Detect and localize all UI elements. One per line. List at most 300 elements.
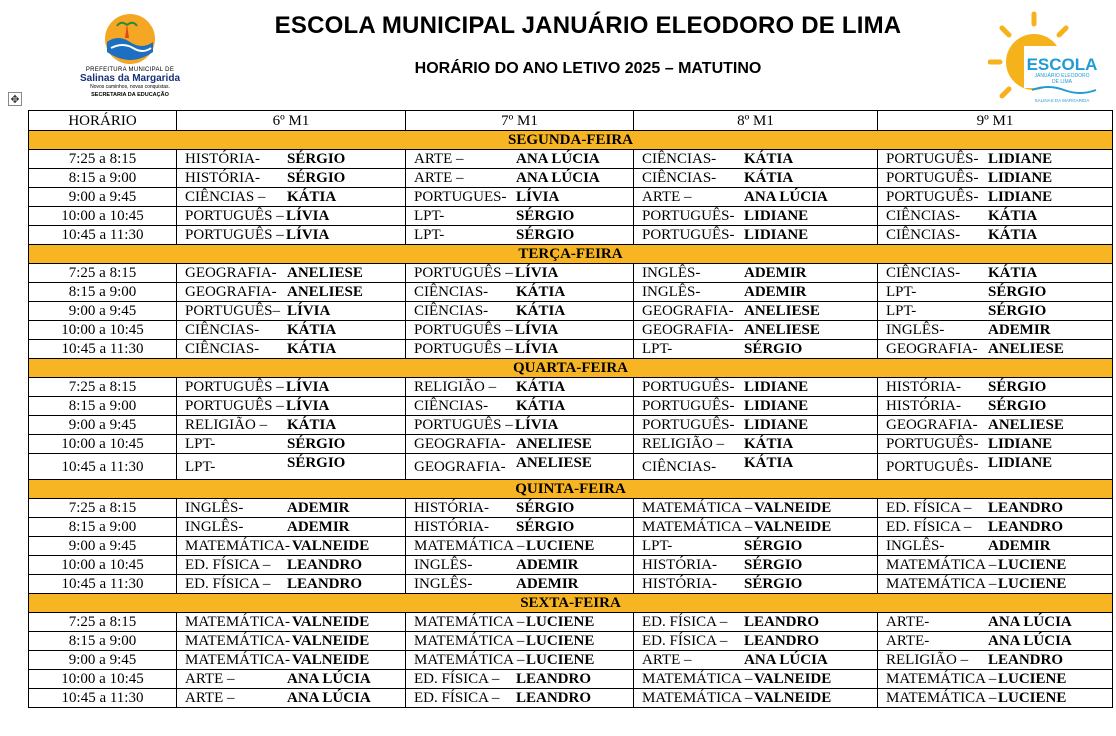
teacher: LEANDRO <box>988 519 1064 535</box>
class-cell <box>177 188 406 207</box>
class-cell <box>878 416 1113 435</box>
table-row <box>29 416 1113 435</box>
subject: PORTUGUÊS – <box>414 341 513 357</box>
subject: ED. FÍSICA – <box>642 633 728 649</box>
school-logo <box>988 10 1106 108</box>
time-slot: 10:00 a 10:45 <box>29 321 177 340</box>
class-cell <box>634 435 878 454</box>
teacher: ADEMIR <box>988 538 1051 554</box>
subject: MATEMÁTICA – <box>414 614 525 630</box>
subject: CIÊNCIAS- <box>414 284 489 300</box>
teacher: KÁTIA <box>744 436 794 452</box>
subject: ARTE – <box>642 652 692 668</box>
subject: CIÊNCIAS- <box>642 170 717 186</box>
class-cell <box>177 575 406 594</box>
header-row <box>29 111 1113 131</box>
class-cell <box>634 150 878 169</box>
table-row <box>29 499 1113 518</box>
class-cell <box>878 169 1113 188</box>
teacher: SÉRGIO <box>287 170 346 186</box>
subject: INGLÊS- <box>886 538 945 554</box>
subject: ED. FÍSICA – <box>886 519 972 535</box>
table-row <box>29 613 1113 632</box>
subject: ARTE – <box>185 690 235 706</box>
class-cell <box>634 169 878 188</box>
table-row <box>29 378 1113 397</box>
class-cell <box>177 264 406 283</box>
class-cell <box>878 556 1113 575</box>
class-cell <box>177 537 406 556</box>
class-cell <box>177 454 406 480</box>
subject: GEOGRAFIA- <box>642 303 734 319</box>
teacher: KÁTIA <box>287 417 337 433</box>
class-cell <box>406 302 634 321</box>
time-slot: 9:00 a 9:45 <box>29 416 177 435</box>
subject: ED. FÍSICA – <box>414 671 500 687</box>
class-cell <box>878 188 1113 207</box>
teacher: SÉRGIO <box>516 500 575 516</box>
teacher: ANELIESE <box>287 284 363 300</box>
teacher: SÉRGIO <box>988 398 1047 414</box>
class-cell <box>177 556 406 575</box>
subject: INGLÊS- <box>414 557 473 573</box>
class-cell <box>177 283 406 302</box>
teacher: LÍVIA <box>515 417 559 433</box>
subject: MATEMÁTICA – <box>414 652 525 668</box>
subject: LPT- <box>414 227 445 243</box>
class-cell <box>634 689 878 708</box>
class-cell <box>406 575 634 594</box>
class-cell <box>878 518 1113 537</box>
subject: HISTÓRIA- <box>185 170 260 186</box>
teacher: ADEMIR <box>744 265 807 281</box>
table-row <box>29 226 1113 245</box>
day-band <box>29 359 1113 378</box>
table-row <box>29 169 1113 188</box>
subject: PORTUGUÊS- <box>642 398 735 414</box>
subject: INGLÊS- <box>642 265 701 281</box>
day-name: SEXTA-FEIRA <box>29 594 1113 613</box>
time-slot: 10:00 a 10:45 <box>29 556 177 575</box>
class-cell <box>878 651 1113 670</box>
teacher: LEANDRO <box>516 690 592 706</box>
time-slot: 8:15 a 9:00 <box>29 518 177 537</box>
subject: ED. FÍSICA – <box>185 576 271 592</box>
teacher: LÍVIA <box>515 341 559 357</box>
teacher: VALNEIDE <box>292 633 370 649</box>
class-cell <box>177 321 406 340</box>
time-slot: 9:00 a 9:45 <box>29 302 177 321</box>
class-cell <box>634 188 878 207</box>
time-slot: 9:00 a 9:45 <box>29 651 177 670</box>
class-cell <box>177 207 406 226</box>
teacher: LÍVIA <box>516 189 560 205</box>
class-cell <box>878 226 1113 245</box>
teacher: ANELIESE <box>516 436 592 452</box>
class-cell <box>634 378 878 397</box>
teacher: SÉRGIO <box>744 538 803 554</box>
class-cell <box>406 283 634 302</box>
subject: PORTUGUÊS – <box>185 379 284 395</box>
subject: CIÊNCIAS- <box>414 303 489 319</box>
class-cell <box>177 651 406 670</box>
teacher: LÍVIA <box>286 398 330 414</box>
day-band <box>29 594 1113 613</box>
teacher: LIDIANE <box>744 379 809 395</box>
subject: CIÊNCIAS- <box>414 398 489 414</box>
teacher: ADEMIR <box>287 500 350 516</box>
subject: HISTÓRIA- <box>642 576 717 592</box>
teacher: ANELIESE <box>287 265 363 281</box>
class-cell <box>634 416 878 435</box>
subject: INGLÊS- <box>414 576 473 592</box>
subject: ARTE- <box>886 614 930 630</box>
teacher: KÁTIA <box>744 151 794 167</box>
class-cell <box>634 518 878 537</box>
teacher: VALNEIDE <box>754 500 832 516</box>
teacher: SÉRGIO <box>988 379 1047 395</box>
table-row <box>29 689 1113 708</box>
teacher: LUCIENE <box>526 614 595 630</box>
class-cell <box>634 537 878 556</box>
subject: PORTUGUÊS – <box>185 208 284 224</box>
teacher: LIDIANE <box>744 208 809 224</box>
class-cell <box>878 302 1113 321</box>
teacher: LEANDRO <box>744 633 820 649</box>
subject: HISTÓRIA- <box>642 557 717 573</box>
teacher: LEANDRO <box>988 500 1064 516</box>
subject: CIÊNCIAS- <box>642 458 717 475</box>
class-cell <box>878 670 1113 689</box>
teacher: LÍVIA <box>286 227 330 243</box>
time-slot: 10:45 a 11:30 <box>29 689 177 708</box>
subject: ARTE – <box>414 151 464 167</box>
table-row <box>29 188 1113 207</box>
teacher: SÉRGIO <box>516 519 575 535</box>
subject: MATEMÁTICA – <box>886 576 997 592</box>
teacher: LEANDRO <box>744 614 820 630</box>
table-row <box>29 651 1113 670</box>
teacher: LUCIENE <box>998 671 1067 687</box>
time-slot: 8:15 a 9:00 <box>29 283 177 302</box>
teacher: SÉRGIO <box>744 576 803 592</box>
teacher: SÉRGIO <box>516 208 575 224</box>
subject: ARTE – <box>414 170 464 186</box>
subject: PORTUGUÊS- <box>642 379 735 395</box>
class-cell <box>177 670 406 689</box>
teacher: SÉRGIO <box>744 557 803 573</box>
class-cell <box>406 150 634 169</box>
subject: GEOGRAFIA- <box>185 265 277 281</box>
subject: INGLÊS- <box>185 500 244 516</box>
class-cell <box>177 613 406 632</box>
teacher: LUCIENE <box>998 576 1067 592</box>
teacher: SÉRGIO <box>516 227 575 243</box>
class-cell <box>406 670 634 689</box>
class-cell <box>406 613 634 632</box>
school-logo-word: ESCOLA <box>1026 55 1098 74</box>
subject: LPT- <box>185 436 216 452</box>
teacher: ANELIESE <box>744 303 820 319</box>
class-cell <box>634 632 878 651</box>
teacher: ANA LÚCIA <box>988 614 1072 630</box>
subject: RELIGIÃO – <box>642 436 725 452</box>
day-name: TERÇA-FEIRA <box>29 245 1113 264</box>
subject: HISTÓRIA- <box>414 500 489 516</box>
teacher: LIDIANE <box>744 417 809 433</box>
class-cell <box>406 556 634 575</box>
subject: PORTUGUÊS– <box>185 303 280 319</box>
time-slot: 7:25 a 8:15 <box>29 499 177 518</box>
subject: PORTUGUÊS- <box>886 170 979 186</box>
teacher: ANA LÚCIA <box>287 690 371 706</box>
subject: HISTÓRIA- <box>414 519 489 535</box>
teacher: ANELIESE <box>988 341 1064 357</box>
table-row <box>29 632 1113 651</box>
teacher: LIDIANE <box>988 189 1053 205</box>
table-row <box>29 321 1113 340</box>
subject: PORTUGUÊS- <box>642 208 735 224</box>
subject: MATEMÁTICA- <box>185 538 290 554</box>
page-title: ESCOLA MUNICIPAL JANUÁRIO ELEODORO DE LIMA <box>274 12 902 39</box>
class-cell <box>406 340 634 359</box>
class-cell <box>634 264 878 283</box>
column-header: 9º M1 <box>878 111 1113 131</box>
subject: MATEMÁTICA- <box>185 614 290 630</box>
subject: RELIGIÃO – <box>886 652 969 668</box>
teacher: VALNEIDE <box>754 671 832 687</box>
subject: HISTÓRIA- <box>886 398 961 414</box>
table-row <box>29 264 1113 283</box>
time-slot: 7:25 a 8:15 <box>29 613 177 632</box>
time-slot: 9:00 a 9:45 <box>29 188 177 207</box>
subject: LPT- <box>414 208 445 224</box>
class-cell <box>177 435 406 454</box>
table-row <box>29 340 1113 359</box>
class-cell <box>406 435 634 454</box>
teacher: LEANDRO <box>988 652 1064 668</box>
subject: PORTUGUÊS – <box>414 265 513 281</box>
teacher: LIDIANE <box>988 170 1053 186</box>
subject: LPT- <box>886 284 917 300</box>
table-row <box>29 556 1113 575</box>
teacher: LIDIANE <box>744 398 809 414</box>
table-row <box>29 537 1113 556</box>
class-cell <box>177 226 406 245</box>
teacher: SÉRGIO <box>287 151 346 167</box>
column-header: 6º M1 <box>177 111 406 131</box>
subject: GEOGRAFIA- <box>414 458 506 475</box>
class-cell <box>878 575 1113 594</box>
teacher: ANELIESE <box>516 455 592 471</box>
table-move-handle-icon[interactable]: ✥ <box>8 92 22 106</box>
teacher: KÁTIA <box>988 265 1038 281</box>
subject: CIÊNCIAS- <box>185 341 260 357</box>
class-cell <box>177 302 406 321</box>
subject: LPT- <box>642 341 673 357</box>
time-slot: 7:25 a 8:15 <box>29 150 177 169</box>
class-cell <box>634 454 878 480</box>
table-row <box>29 302 1113 321</box>
subject: LPT- <box>185 458 216 475</box>
school-logo-line-4: SALINAS DA MARGARIDA <box>1034 98 1090 103</box>
class-cell <box>634 575 878 594</box>
subject: GEOGRAFIA- <box>414 436 506 452</box>
class-cell <box>634 226 878 245</box>
day-band <box>29 245 1113 264</box>
subject: ARTE – <box>185 671 235 687</box>
class-cell <box>406 518 634 537</box>
subject: CIÊNCIAS- <box>886 208 961 224</box>
teacher: LEANDRO <box>287 557 363 573</box>
wave-emblem-icon <box>103 12 157 66</box>
teacher: LÍVIA <box>515 322 559 338</box>
class-cell <box>406 397 634 416</box>
teacher: SÉRGIO <box>744 341 803 357</box>
class-cell <box>634 651 878 670</box>
subject: ARTE- <box>886 633 930 649</box>
sun-logo-icon <box>988 10 1106 108</box>
teacher: ANA LÚCIA <box>516 151 600 167</box>
subject: PORTUGUÊS – <box>414 322 513 338</box>
teacher: LÍVIA <box>515 265 559 281</box>
class-cell <box>406 537 634 556</box>
teacher: KÁTIA <box>744 455 794 471</box>
subject: MATEMÁTICA – <box>642 671 753 687</box>
teacher: VALNEIDE <box>754 690 832 706</box>
teacher: KÁTIA <box>287 189 337 205</box>
teacher: ANA LÚCIA <box>516 170 600 186</box>
page-subtitle: HORÁRIO DO ANO LETIVO 2025 – MATUTINO <box>414 60 762 77</box>
teacher: VALNEIDE <box>292 614 370 630</box>
subject: INGLÊS- <box>642 284 701 300</box>
subject: GEOGRAFIA- <box>642 322 734 338</box>
time-slot: 10:45 a 11:30 <box>29 575 177 594</box>
day-name: SEGUNDA-FEIRA <box>29 131 1113 150</box>
teacher: ADEMIR <box>516 557 579 573</box>
teacher: LUCIENE <box>998 690 1067 706</box>
subject: CIÊNCIAS- <box>886 227 961 243</box>
column-header: 8º M1 <box>634 111 878 131</box>
class-cell <box>634 321 878 340</box>
teacher: SÉRGIO <box>988 303 1047 319</box>
subject: INGLÊS- <box>886 322 945 338</box>
class-cell <box>878 537 1113 556</box>
subject: LPT- <box>642 538 673 554</box>
time-slot: 10:00 a 10:45 <box>29 670 177 689</box>
teacher: KÁTIA <box>516 398 566 414</box>
teacher: ADEMIR <box>516 576 579 592</box>
teacher: VALNEIDE <box>754 519 832 535</box>
subject: ED. FÍSICA – <box>414 690 500 706</box>
prefeitura-logo <box>78 12 182 108</box>
teacher: LUCIENE <box>526 652 595 668</box>
teacher: ADEMIR <box>744 284 807 300</box>
class-cell <box>406 499 634 518</box>
table-row <box>29 518 1113 537</box>
subject: ED. FÍSICA – <box>886 500 972 516</box>
schedule-table <box>28 110 1113 708</box>
logo-line-1: PREFEITURA MUNICIPAL DE <box>85 67 175 73</box>
teacher: KÁTIA <box>516 284 566 300</box>
subject: MATEMÁTICA – <box>886 671 997 687</box>
class-cell <box>177 340 406 359</box>
subject: MATEMÁTICA – <box>886 557 997 573</box>
subject: PORTUGUÊS- <box>886 458 979 475</box>
subject: CIÊNCIAS- <box>886 265 961 281</box>
school-logo-line-2: JANUÁRIO ELEODORO <box>1034 73 1090 79</box>
logo-line-2: Salinas da Margarida <box>79 73 181 84</box>
class-cell <box>406 169 634 188</box>
class-cell <box>177 169 406 188</box>
class-cell <box>177 150 406 169</box>
class-cell <box>406 188 634 207</box>
class-cell <box>878 264 1113 283</box>
time-slot: 8:15 a 9:00 <box>29 632 177 651</box>
subject: PORTUGUÊS- <box>886 151 979 167</box>
class-cell <box>634 340 878 359</box>
subject: MATEMÁTICA – <box>642 500 753 516</box>
teacher: ANELIESE <box>988 417 1064 433</box>
subject: PORTUGUES- <box>414 189 507 205</box>
teacher: SÉRGIO <box>988 284 1047 300</box>
class-cell <box>634 283 878 302</box>
table-row <box>29 283 1113 302</box>
class-cell <box>878 613 1113 632</box>
time-slot: 10:00 a 10:45 <box>29 207 177 226</box>
class-cell <box>406 264 634 283</box>
subject: PORTUGUÊS – <box>414 417 513 433</box>
class-cell <box>634 302 878 321</box>
table-row <box>29 670 1113 689</box>
teacher: ADEMIR <box>287 519 350 535</box>
class-cell <box>634 556 878 575</box>
day-name: QUINTA-FEIRA <box>29 480 1113 499</box>
subject: HISTÓRIA- <box>886 379 961 395</box>
class-cell <box>406 416 634 435</box>
subject: CIÊNCIAS – <box>185 189 266 205</box>
day-band <box>29 480 1113 499</box>
table-row <box>29 207 1113 226</box>
class-cell <box>177 632 406 651</box>
class-cell <box>177 378 406 397</box>
teacher: ANA LÚCIA <box>744 189 828 205</box>
class-cell <box>177 499 406 518</box>
subject: MATEMÁTICA – <box>886 690 997 706</box>
table-row <box>29 397 1113 416</box>
class-cell <box>634 613 878 632</box>
subject: RELIGIÃO – <box>414 379 497 395</box>
teacher: ANA LÚCIA <box>287 671 371 687</box>
subject: MATEMÁTICA- <box>185 633 290 649</box>
class-cell <box>878 207 1113 226</box>
teacher: LIDIANE <box>744 227 809 243</box>
class-cell <box>878 150 1113 169</box>
subject: CIÊNCIAS- <box>185 322 260 338</box>
class-cell <box>878 397 1113 416</box>
teacher: SÉRGIO <box>287 436 346 452</box>
class-cell <box>177 518 406 537</box>
class-cell <box>406 689 634 708</box>
time-slot: 9:00 a 9:45 <box>29 537 177 556</box>
subject: ARTE – <box>642 189 692 205</box>
class-cell <box>177 689 406 708</box>
subject: HISTÓRIA- <box>185 151 260 167</box>
teacher: VALNEIDE <box>292 652 370 668</box>
teacher: LIDIANE <box>988 436 1053 452</box>
teacher: KÁTIA <box>287 341 337 357</box>
column-header: HORÁRIO <box>29 111 177 131</box>
